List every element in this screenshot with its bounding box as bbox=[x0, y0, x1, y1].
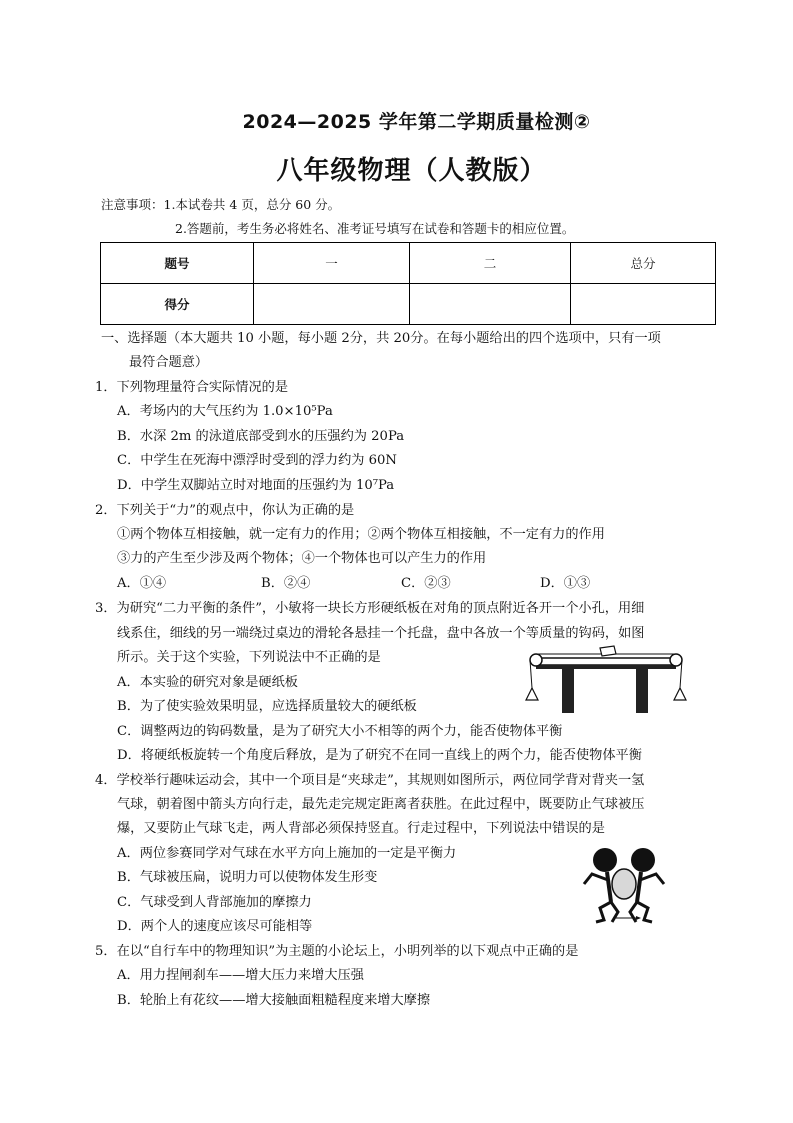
cell-label-score: 得分 bbox=[101, 284, 254, 325]
exam-subject-title: 八年级物理（人教版） bbox=[276, 156, 547, 186]
q3-figure-pulley-table bbox=[524, 644, 688, 716]
person-left-body bbox=[607, 872, 611, 902]
cell-section-1: 一 bbox=[254, 243, 410, 284]
q2-statements-line-1: ①两个物体互相接触，就一定有力的作用；②两个物体互相接触，不一定有力的作用 bbox=[117, 527, 605, 542]
person-right-leg-1 bbox=[637, 902, 652, 922]
q3-stem-line-1: 3．为研究“二力平衡的条件”，小敏将一块长方形硬纸板在对角的顶点附近各开一个小孔，用细 bbox=[95, 601, 645, 616]
q2-stem: 2．下列关于“力”的观点中，你认为正确的是 bbox=[95, 503, 355, 518]
q4-stem-line-2: 气球，朝着图中箭头方向行走，最先走完规定距离者获胜。在此过程中，既要防止气球被压 bbox=[117, 797, 645, 812]
tray-right bbox=[674, 688, 686, 700]
q1-option-d: D．中学生双脚站立时对地面的压强约为 10⁷Pa bbox=[117, 478, 395, 493]
notice-line-1: 注意事项：1.本试卷共 4 页，总分 60 分。 bbox=[101, 197, 341, 212]
cell-label-question-no: 题号 bbox=[101, 243, 254, 284]
person-right-head bbox=[631, 848, 655, 872]
score-table-header-row bbox=[101, 243, 716, 284]
q5-option-b: B．轮胎上有花纹——增大接触面粗糙程度来增大摩擦 bbox=[117, 993, 431, 1008]
section-1-heading-line-1: 一、选择题（本大题共 10 小题，每小题 2分，共 20分。在每小题给出的四个选项中，只有一项 bbox=[101, 331, 661, 346]
exam-term-title: 2024—2025 学年第二学期质量检测② bbox=[242, 111, 591, 133]
q3-option-a: A．本实验的研究对象是硬纸板 bbox=[117, 675, 298, 690]
section-1-heading-line-2: 最符合题意） bbox=[129, 355, 209, 370]
q1-option-c: C．中学生在死海中漂浮时受到的浮力约为 60N bbox=[117, 453, 397, 468]
q4-option-b: B．气球被压扁，说明力可以使物体发生形变 bbox=[117, 870, 378, 885]
q3-stem-line-3: 所示。关于这个实验，下列说法中不正确的是 bbox=[117, 650, 381, 665]
pulley-left bbox=[530, 654, 542, 666]
q4-option-c: C．气球受到人背部施加的摩擦力 bbox=[117, 895, 312, 910]
table-edge bbox=[536, 665, 676, 669]
pulley-right bbox=[670, 654, 682, 666]
tray-left bbox=[526, 688, 538, 700]
score-input-total[interactable] bbox=[571, 284, 716, 325]
person-left-leg-2 bbox=[611, 902, 618, 922]
q4-option-a: A．两位参赛同学对气球在水平方向上施加的一定是平衡力 bbox=[117, 846, 457, 861]
q2-statements-line-2: ③力的产生至少涉及两个物体；④一个物体也可以产生力的作用 bbox=[117, 551, 487, 566]
q1-option-a: A．考场内的大气压约为 1.0×10⁵Pa bbox=[117, 404, 333, 419]
person-left-head bbox=[593, 848, 617, 872]
table-top bbox=[534, 658, 678, 665]
person-right-arm bbox=[640, 874, 664, 884]
table-leg-right bbox=[636, 669, 648, 713]
cell-total: 总分 bbox=[571, 243, 716, 284]
q3-option-b: B．为了使实验效果明显，应选择质量较大的硬纸板 bbox=[117, 699, 417, 714]
notice-line-2: 2.答题前，考生务必将姓名、准考证号填写在试卷和答题卡的相应位置。 bbox=[175, 221, 575, 236]
q4-figure-balloon-walk bbox=[578, 846, 670, 926]
cell-section-2: 二 bbox=[410, 243, 571, 284]
q3-stem-line-2: 线系住，细线的另一端绕过桌边的滑轮各悬挂一个托盘，盘中各放一个等质量的钩码，如图 bbox=[117, 626, 645, 641]
person-right-leg-2 bbox=[630, 902, 637, 922]
q1-option-b: B．水深 2m 的泳道底部受到水的压强约为 20Pa bbox=[117, 429, 405, 444]
q3-option-d: D．将硬纸板旋转一个角度后释放，是为了研究不在同一直线上的两个力，能否使物体平衡 bbox=[117, 748, 642, 763]
q5-stem: 5．在以“自行车中的物理知识”为主题的小论坛上，小明列举的以下观点中正确的是 bbox=[95, 944, 579, 959]
q5-option-a: A．用力捏闸刹车——增大压力来增大压强 bbox=[117, 968, 364, 983]
score-input-section-1[interactable] bbox=[254, 284, 410, 325]
q1-stem: 1．下列物理量符合实际情况的是 bbox=[95, 380, 289, 395]
q2-option-c: C．②③ bbox=[401, 576, 451, 591]
person-left-arm bbox=[584, 874, 608, 884]
q2-option-d: D．①③ bbox=[540, 576, 591, 591]
balloon bbox=[612, 869, 636, 899]
person-right-body bbox=[637, 872, 641, 902]
person-left-leg-1 bbox=[596, 902, 611, 922]
direction-arrow-head bbox=[636, 916, 641, 920]
cardboard-piece bbox=[600, 646, 616, 656]
q4-option-d: D．两个人的速度应该尽可能相等 bbox=[117, 919, 313, 934]
table-leg-left bbox=[562, 669, 574, 713]
q4-stem-line-3: 爆，又要防止气球飞走，两人背部必须保持竖直。行走过程中，下列说法中错误的是 bbox=[117, 821, 605, 836]
score-input-section-2[interactable] bbox=[410, 284, 571, 325]
q4-stem-line-1: 4．学校举行趣味运动会，其中一个项目是“夹球走”，其规则如图所示，两位同学背对背夹一氢 bbox=[95, 773, 645, 788]
q2-option-a: A．①④ bbox=[117, 576, 167, 591]
score-table bbox=[100, 242, 716, 325]
score-table-score-row bbox=[101, 284, 716, 325]
q3-option-c: C．调整两边的钩码数量，是为了研究大小不相等的两个力，能否使物体平衡 bbox=[117, 724, 563, 739]
q2-option-b: B．②④ bbox=[261, 576, 311, 591]
